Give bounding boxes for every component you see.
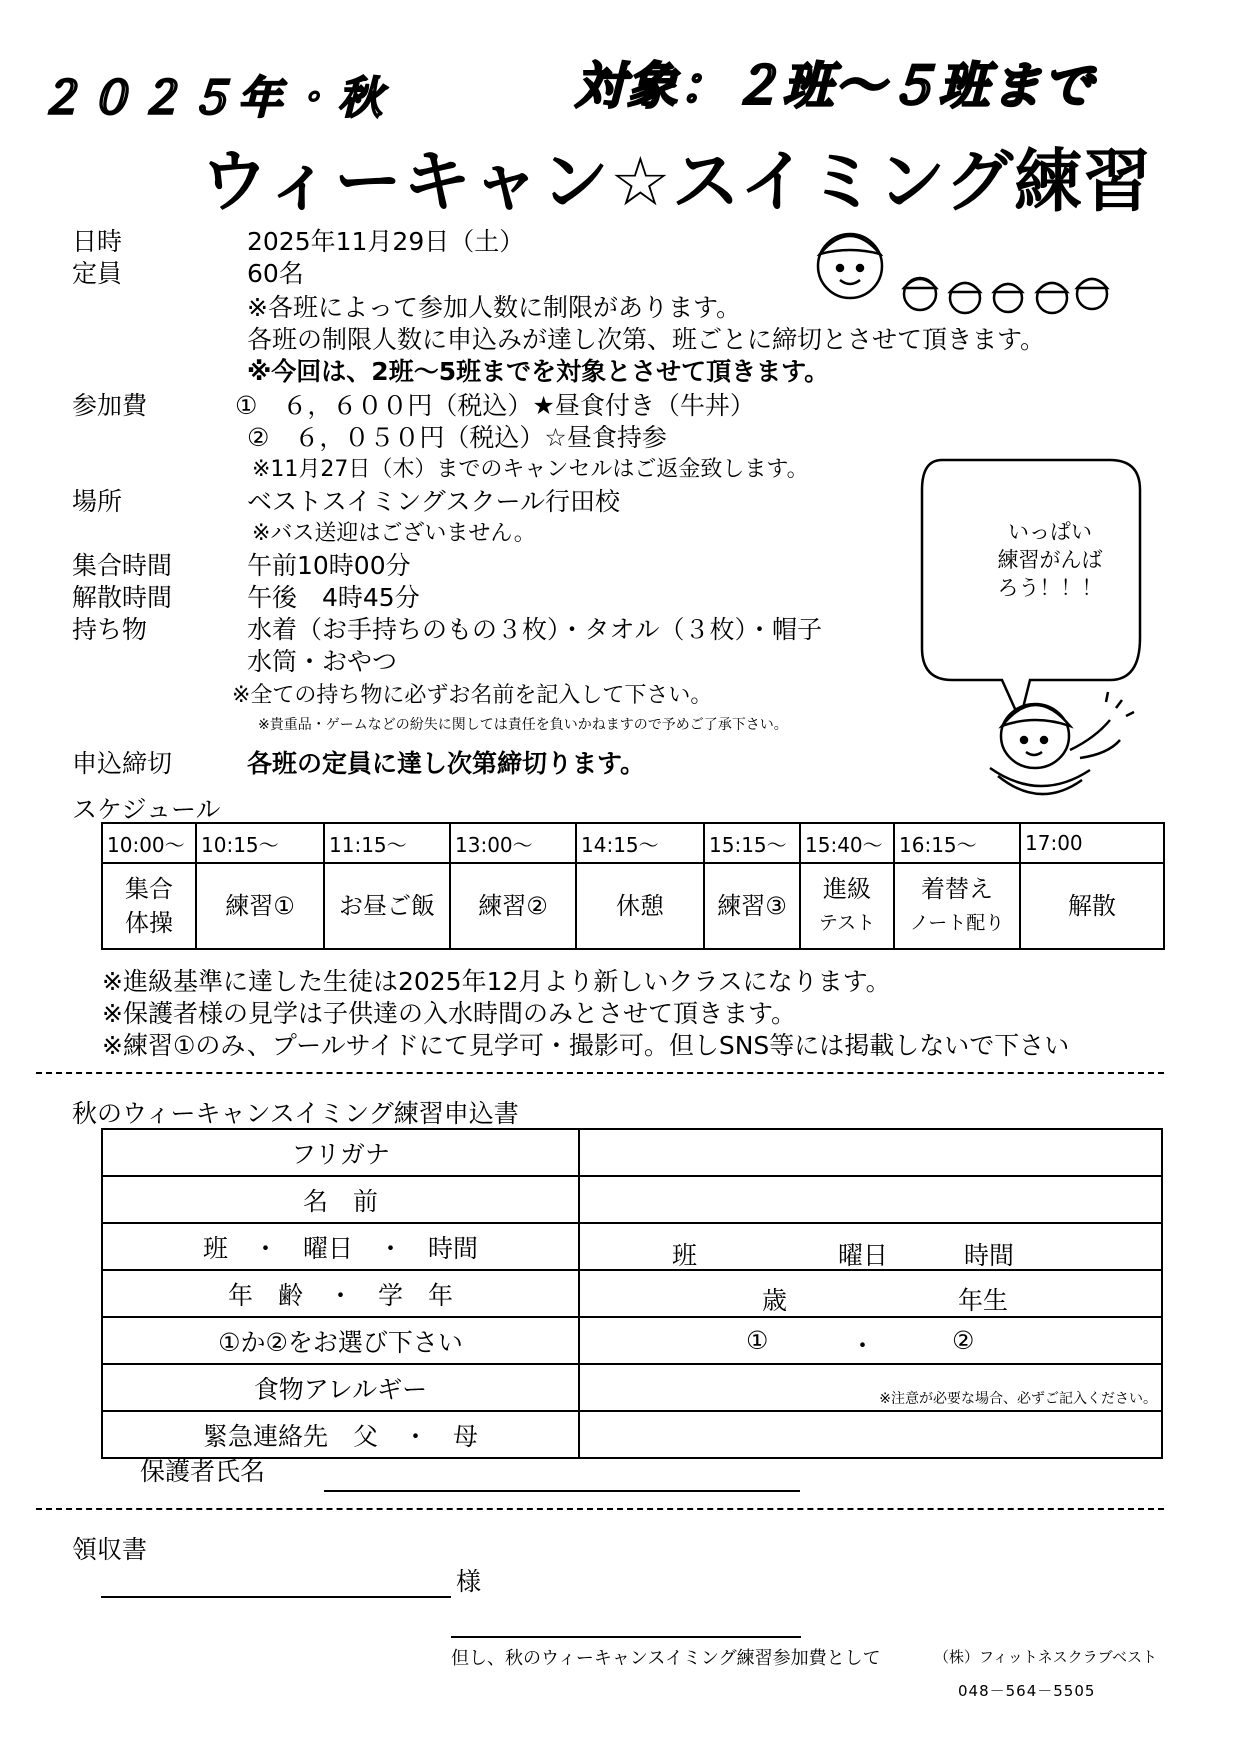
page-title: ウィーキャン☆スイミング練習 xyxy=(200,143,1153,222)
note-1: ※進級基準に達した生徒は2025年12月より新しいクラスになります。 xyxy=(102,967,891,996)
schedule-activity: 休憩 xyxy=(576,863,704,949)
class-day-time-label: 班 ・ 曜日 ・ 時間 xyxy=(102,1223,579,1270)
choice-label: ①か②をお選び下さい xyxy=(102,1317,579,1364)
speech-bubble-shape xyxy=(920,458,1160,818)
class-han-text: 班 xyxy=(672,1241,698,1270)
date-label: 日時 xyxy=(72,227,123,256)
fee-note: ※11月27日（木）までのキャンセルはご返金致します。 xyxy=(252,457,809,482)
activity-line: 集合 xyxy=(125,875,173,903)
allergy-note: ※注意が必要な場合、必ずご記入ください。 xyxy=(879,1391,1157,1407)
items-note-1: ※全ての持ち物に必ずお名前を記入して下さい。 xyxy=(232,683,713,708)
receipt-heading: 領収書 xyxy=(72,1535,148,1564)
schedule-activity xyxy=(894,863,1020,949)
receipt-purpose: 但し、秋のウィーキャンスイミング練習参加費として xyxy=(451,1648,881,1669)
age-grade-field[interactable] xyxy=(579,1270,1162,1317)
choice-field[interactable] xyxy=(579,1317,1162,1364)
speech-bubble-text xyxy=(960,518,1140,602)
place-label: 場所 xyxy=(72,487,123,516)
meet-time-value: 午前10時00分 xyxy=(247,551,411,580)
schedule-time: 13:00～ xyxy=(450,823,576,863)
cut-line xyxy=(36,1072,1164,1074)
guardian-name-line[interactable] xyxy=(324,1490,800,1492)
choice-option-1[interactable]: ① xyxy=(746,1326,769,1355)
schedule-time: 15:40～ xyxy=(800,823,894,863)
cut-line xyxy=(36,1508,1164,1510)
age-sai-text: 歳 xyxy=(762,1286,788,1315)
receipt-name-line xyxy=(101,1596,451,1598)
schedule-time: 14:15～ xyxy=(576,823,704,863)
capacity-note-2: 各班の制限人数に申込みが達し次第、班ごとに締切とさせて頂きます。 xyxy=(247,325,1046,354)
deadline-label: 申込締切 xyxy=(72,749,173,778)
items-value-1: 水着（お手持ちのもの３枚）・タオル（３枚）・帽子 xyxy=(247,615,823,644)
class-day-time-field[interactable] xyxy=(579,1223,1162,1270)
note-2: ※保護者様の見学は子供達の入水時間のみとさせて頂きます。 xyxy=(102,999,796,1028)
age-grade-label: 年 齢 ・ 学 年 xyxy=(102,1270,579,1317)
year-season-title: ２０２５年・秋 xyxy=(38,73,388,124)
schedule-activity xyxy=(800,863,894,949)
dismiss-time-value: 午後 4時45分 xyxy=(247,583,420,612)
schedule-activity: 練習② xyxy=(450,863,576,949)
schedule-activity: 解散 xyxy=(1020,863,1164,949)
receipt-company: （株）フィットネスクラブベスト xyxy=(934,1648,1158,1666)
schedule-activity: 練習① xyxy=(196,863,324,949)
application-form xyxy=(101,1128,1163,1459)
emergency-contact-field[interactable] xyxy=(579,1411,1162,1458)
deadline-value: 各班の定員に達し次第締切ります。 xyxy=(247,749,646,778)
items-label: 持ち物 xyxy=(72,615,148,644)
emergency-contact-label: 緊急連絡先 父 ・ 母 xyxy=(102,1411,579,1458)
allergy-label: 食物アレルギー xyxy=(102,1364,579,1411)
schedule-time: 15:15～ xyxy=(704,823,800,863)
schedule-time: 16:15～ xyxy=(894,823,1020,863)
schedule-table xyxy=(101,822,1165,950)
schedule-activity: 練習③ xyxy=(704,863,800,949)
target-classes-title: 対象：２班～５班まで xyxy=(575,57,1095,115)
capacity-note-3: ※今回は、2班～5班までを対象とさせて頂きます。 xyxy=(247,357,830,386)
allergy-field[interactable] xyxy=(579,1364,1162,1411)
items-value-2: 水筒・おやつ xyxy=(247,647,398,676)
schedule-time: 17:00 xyxy=(1020,823,1164,863)
class-time-text: 時間 xyxy=(964,1241,1015,1270)
bubble-line-3: ろう！！！ xyxy=(997,576,1103,600)
activity-line: テスト xyxy=(818,912,876,934)
bubble-line-2: 練習がんば xyxy=(997,548,1103,572)
activity-line: 進級 xyxy=(823,875,871,903)
swimmer-illustration xyxy=(990,692,1134,794)
note-3: ※練習①のみ、プールサイドにて見学可・撮影可。但しSNS等には掲載しないで下さい xyxy=(102,1031,1070,1060)
receipt-phone: 048－564－5505 xyxy=(958,1682,1096,1700)
furigana-label: フリガナ xyxy=(102,1129,579,1176)
receipt-sama: 様 xyxy=(456,1567,482,1596)
meet-time-label: 集合時間 xyxy=(72,551,173,580)
schedule-heading: スケジュール xyxy=(72,795,221,824)
dismiss-time-label: 解散時間 xyxy=(72,583,173,612)
items-note-2: ※貴重品・ゲームなどの紛失に関しては責任を負いかねますので予めご了承下さい。 xyxy=(258,717,788,733)
activity-line: 体操 xyxy=(125,909,173,937)
activity-line: ノート配り xyxy=(909,912,1005,934)
class-day-text: 曜日 xyxy=(838,1241,889,1270)
receipt-amount-line xyxy=(451,1636,801,1638)
schedule-activity xyxy=(102,863,196,949)
schedule-activity: お昼ご飯 xyxy=(324,863,450,949)
date-value: 2025年11月29日（土） xyxy=(247,227,525,256)
form-heading: 秋のウィーキャンスイミング練習申込書 xyxy=(72,1099,519,1128)
fee-option-2: ② ６，０５０円（税込）☆昼食持参 xyxy=(247,423,667,452)
name-field[interactable] xyxy=(579,1176,1162,1223)
schedule-time: 10:00～ xyxy=(102,823,196,863)
fee-option-1: ① ６，６００円（税込）★昼食付き（牛丼） xyxy=(235,391,755,420)
furigana-field[interactable] xyxy=(579,1129,1162,1176)
capacity-value: 60名 xyxy=(247,259,304,288)
bubble-line-1: いっぱい xyxy=(1008,520,1092,544)
choice-separator: ・ xyxy=(850,1331,876,1360)
schedule-time: 11:15～ xyxy=(324,823,450,863)
age-grade-text: 年生 xyxy=(958,1286,1009,1315)
capacity-note-1: ※各班によって参加人数に制限があります。 xyxy=(247,293,741,322)
schedule-time: 10:15～ xyxy=(196,823,324,863)
place-value: ベストスイミングスクール行田校 xyxy=(247,487,621,516)
activity-line: 着替え xyxy=(921,875,993,903)
guardian-name-label: 保護者氏名 xyxy=(140,1457,266,1486)
acorn-characters-illustration xyxy=(800,218,1130,328)
name-label: 名 前 xyxy=(102,1176,579,1223)
fee-label: 参加費 xyxy=(72,391,148,420)
choice-option-2[interactable]: ② xyxy=(952,1326,975,1355)
place-note: ※バス送迎はございません。 xyxy=(252,521,536,546)
capacity-label: 定員 xyxy=(72,259,123,288)
